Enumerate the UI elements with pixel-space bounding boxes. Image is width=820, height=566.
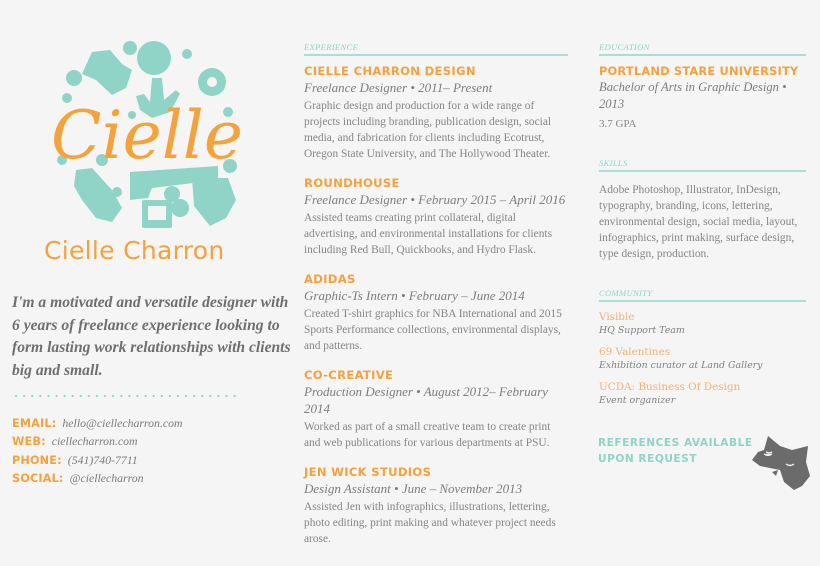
contact-social bbox=[12, 471, 183, 489]
job-company: CIELLE CHARRON DESIGN bbox=[304, 64, 476, 78]
job-company: CO-CREATIVE bbox=[304, 368, 394, 382]
community-role: HQ Support Team bbox=[599, 325, 685, 336]
community-role: Event organizer bbox=[599, 395, 676, 406]
email-link[interactable]: hello@ciellecharron.com bbox=[62, 416, 183, 430]
person-name: Cielle Charron bbox=[44, 236, 225, 265]
contact-label: PHONE: bbox=[12, 453, 62, 467]
education-gpa: 3.7 GPA bbox=[599, 118, 637, 130]
logo-badge-icon bbox=[52, 40, 242, 230]
job-entry bbox=[304, 176, 568, 258]
education-degree: Bachelor of Arts in Graphic Design • 2013 bbox=[599, 80, 787, 111]
job-role: Production Designer • August 2012– February 2014 bbox=[304, 384, 548, 416]
social-handle: @ciellecharron bbox=[69, 470, 144, 485]
community-item bbox=[599, 345, 806, 372]
job-description: Assisted teams creating print collateral, digital advertising, and environmental installations for clients including Red Bull, Quickbooks, and Hydro Flask. bbox=[304, 212, 553, 256]
web-link[interactable]: ciellecharron.com bbox=[51, 434, 138, 449]
section-heading-skills: SKILLS bbox=[599, 158, 806, 172]
job-role: Freelance Designer • February 2015 – April 2016 bbox=[304, 192, 566, 207]
intro-statement: I'm a motivated and versatile designer with 6 years of freelance experience looking to form lasting work relationships with clients big and small. bbox=[12, 294, 291, 379]
community-item bbox=[599, 310, 806, 337]
community-org: UCDA: Business Of Design bbox=[599, 381, 741, 393]
job-entry bbox=[304, 64, 568, 162]
job-entry bbox=[304, 368, 568, 451]
section-heading-community: COMMUNITY bbox=[599, 288, 806, 302]
job-description: Assisted Jen with infographics, illustrations, lettering, photo editing, print making and whatever project needs arose. bbox=[304, 501, 556, 545]
job-role: Freelance Designer • 2011– Present bbox=[304, 80, 493, 95]
job-company: JEN WICK STUDIOS bbox=[304, 465, 432, 479]
community-section bbox=[599, 288, 806, 407]
community-org: Visible bbox=[599, 311, 635, 323]
contact-label: EMAIL: bbox=[12, 417, 57, 430]
skills-section bbox=[599, 158, 806, 262]
education-school: PORTLAND STARE UNIVERSITY bbox=[599, 64, 799, 78]
contact-web bbox=[12, 434, 183, 452]
community-role: Exhibition curator at Land Gallery bbox=[599, 360, 763, 371]
education-section bbox=[599, 42, 806, 132]
contact-label: SOCIAL: bbox=[12, 471, 64, 485]
cat-head-icon bbox=[750, 432, 812, 492]
logo-script-text: Cielle bbox=[52, 97, 242, 174]
experience-section bbox=[304, 42, 568, 561]
section-heading-education: EDUCATION bbox=[599, 42, 806, 56]
dotted-divider bbox=[12, 395, 236, 397]
contact-label: WEB: bbox=[12, 435, 46, 449]
contact-email bbox=[12, 416, 183, 434]
contact-phone bbox=[12, 453, 183, 471]
references-line-2: UPON REQUEST bbox=[598, 453, 698, 465]
logo-illustration bbox=[52, 40, 242, 230]
references-note bbox=[598, 435, 753, 467]
job-role: Design Assistant • June – November 2013 bbox=[304, 481, 523, 496]
skills-text: Adobe Photoshop, Illustrator, InDesign, typography, branding, icons, lettering, environmental design, social media, layout, infographics, print making, surface design, type design, production. bbox=[599, 184, 798, 260]
community-item bbox=[599, 380, 806, 407]
job-entry bbox=[304, 465, 568, 547]
phone-value: (541)740-7711 bbox=[67, 452, 138, 467]
job-role: Graphic-Ts Intern • February – June 2014 bbox=[304, 288, 525, 303]
sidebar bbox=[0, 0, 290, 566]
job-entry bbox=[304, 272, 568, 354]
job-company: ROUNDHOUSE bbox=[304, 176, 400, 190]
job-company: ADIDAS bbox=[304, 272, 356, 286]
right-column bbox=[599, 42, 806, 415]
job-description: Created T-shirt graphics for NBA International and 2015 Sports Performance collections, environmental displays, and patterns. bbox=[304, 308, 562, 352]
community-org: 69 Valentines bbox=[599, 346, 671, 358]
job-description: Worked as part of a small creative team to create print and web publications for various departments at PSU. bbox=[304, 421, 551, 449]
references-line-1: REFERENCES AVAILABLE bbox=[598, 437, 753, 449]
section-heading-experience: EXPERIENCE bbox=[304, 42, 568, 56]
contact-list bbox=[12, 416, 183, 489]
job-description: Graphic design and production for a wide range of projects including branding, publication design, social media, and fabrication for clients including Ecotrust, Oregon State University, and The Hollywood Theater. bbox=[304, 100, 552, 160]
